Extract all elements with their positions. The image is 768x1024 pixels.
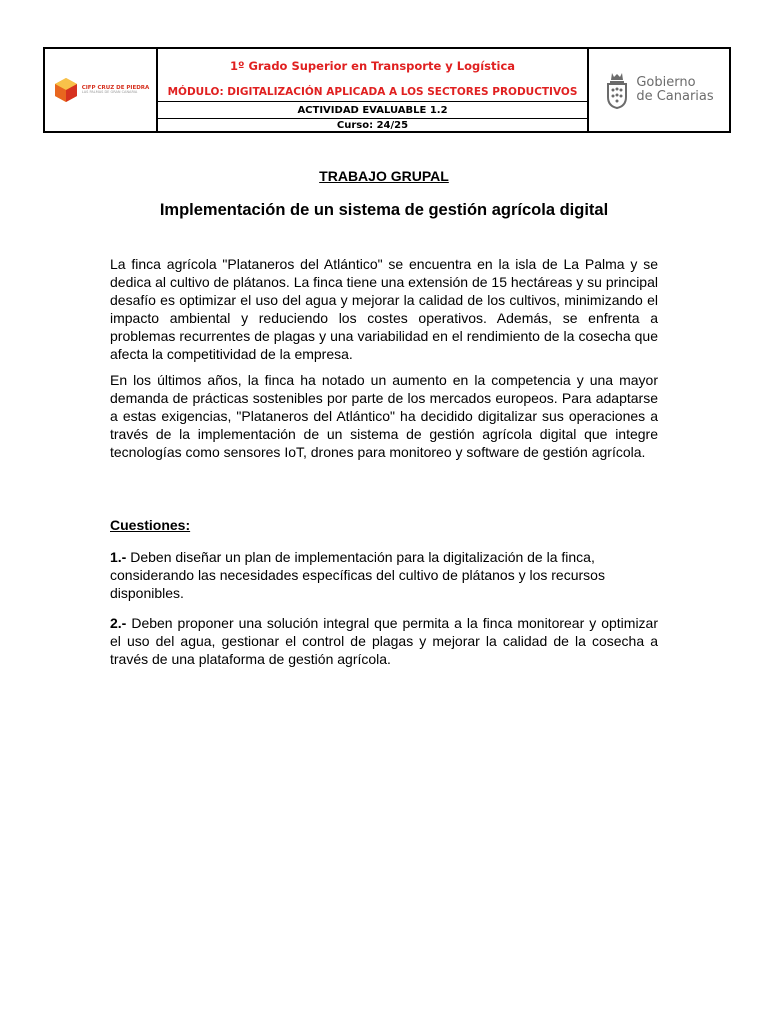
- government-logo-line2: de Canarias: [636, 89, 714, 104]
- header-text-cell: [158, 49, 587, 131]
- header-table: [43, 47, 731, 133]
- document-title: Implementación de un sistema de gestión agrícola digital: [159, 201, 609, 219]
- cifp-logo: [52, 76, 150, 104]
- header-module-line: MÓDULO: DIGITALIZACIÓN APLICADA A LOS SECTORES PRODUCTIVOS: [158, 83, 587, 102]
- question-text: Deben proponer una solución integral que permita a la finca monitorear y optimizar el uso del agua, gestionar el control de plagas y mejorar la calidad de la cosecha a través de una plataforma de gestión agrícola.: [110, 615, 658, 667]
- header-year-line: Curso: 24/25: [336, 119, 409, 131]
- question-number: 1.-: [110, 549, 127, 565]
- school-logo-cell: [45, 49, 158, 131]
- header-course-line: 1º Grado Superior en Transporte y Logística: [229, 59, 516, 73]
- questions-heading: Cuestiones:: [110, 517, 191, 533]
- paragraph-intro: La finca agrícola "Plataneros del Atlántico" se encuentra en la isla de La Palma y se dedica al cultivo de plátanos. La finca tiene una extensión de 15 hectáreas y su principal desafío es optimizar el uso del agua y mejorar la calidad de los cultivos, minimizando el impacto ambiental y reduciendo los costes operativos. Además, se enfrenta a problemas recurrentes de plagas y una variabilidad en el rendimiento de la cosecha que afecta la competitividad de la empresa.: [110, 256, 658, 362]
- question-number: 2.-: [110, 615, 127, 631]
- coat-of-arms-icon: [604, 70, 630, 110]
- question-text: Deben diseñar un plan de implementación para la digitalización de la finca, considerando las necesidades específicas del cultivo de plátanos y los recursos disponibles.: [110, 549, 605, 601]
- government-logo-line1: Gobierno: [636, 74, 696, 90]
- hexagon-cube-icon: [52, 76, 80, 104]
- cifp-logo-name: CIFP CRUZ DE PIEDRA: [81, 84, 150, 91]
- cifp-logo-subtitle: LAS PALMAS DE GRAN CANARIA: [81, 90, 138, 94]
- question-item: [110, 548, 658, 602]
- question-item: [110, 614, 658, 668]
- header-activity-line: ACTIVIDAD EVALUABLE 1.2: [158, 102, 587, 119]
- paragraph-context: En los últimos años, la finca ha notado un aumento en la competencia y una mayor demanda de prácticas sostenibles por parte de los mercados europeos. Para adaptarse a estas exigencias, "Plataneros del Atlántico" ha decidido digitalizar sus operaciones a través de la implementación de un sistema de gestión agrícola digital que integre tecnologías como sensores IoT, drones para monitoreo y software de gestión agrícola.: [110, 372, 658, 460]
- government-logo-cell: [587, 49, 729, 131]
- document-heading: TRABAJO GRUPAL: [319, 168, 449, 184]
